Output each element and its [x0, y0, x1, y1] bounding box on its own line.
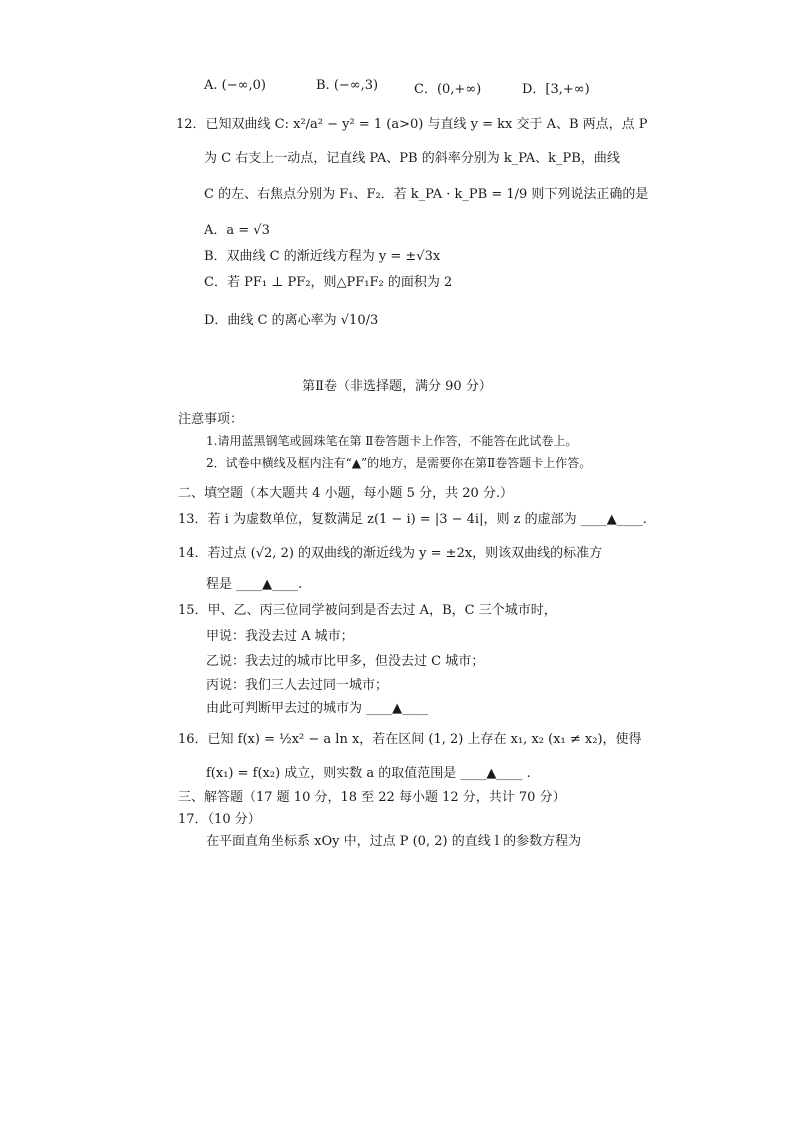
q15-line-2: 甲说：我没去过 A 城市； — [206, 629, 354, 644]
note-item-2: 2．试卷中横线及框内注有“▲”的地方，是需要你在第Ⅱ卷答题卡上作答。 — [206, 456, 592, 470]
q14-line-2: 程是 ____▲____. — [206, 577, 303, 592]
q12-option-c: C．若 PF₁ ⊥ PF₂，则△PF₁F₂ 的面积为 2 — [204, 275, 453, 290]
q12-line-1: 12．已知双曲线 C: x²/a² − y² = 1 (a>0) 与直线 y = kx 交于 A、B 两点，点 P — [176, 117, 648, 132]
q12-option-b: B．双曲线 C 的渐近线方程为 y = ±√3x — [204, 249, 441, 264]
q15-line-5: 由此可判断甲去过的城市为 ____▲____ — [206, 701, 429, 716]
section3-heading: 三、解答题（17 题 10 分，18 至 22 每小题 12 分，共计 70 分） — [178, 790, 566, 805]
q14-line-1: 14．若过点 (√2, 2) 的双曲线的渐近线为 y = ±2x，则该双曲线的标准方 — [178, 546, 603, 561]
note-item-1: 1.请用蓝黑钢笔或圆珠笔在第 Ⅱ卷答题卡上作答，不能答在此试卷上。 — [206, 434, 578, 448]
q12-option-a: A．a = √3 — [204, 223, 270, 238]
q12-line-3: C 的左、右焦点分别为 F₁、F₂．若 k_PA · k_PB = 1/9 则下列说法正确的是 — [204, 187, 649, 202]
q13: 13．若 i 为虚数单位，复数满足 z(1 − i) = |3 − 4i|，则 z 的虚部为 ____▲____. — [178, 512, 647, 527]
q12-option-d: D．曲线 C 的离心率为 √10/3 — [204, 313, 379, 328]
q11-option-c: C．(0,+∞) — [414, 82, 482, 97]
q15-line-1: 15．甲、乙、丙三位同学被问到是否去过 A，B，C 三个城市时， — [178, 603, 557, 618]
q12-line-2: 为 C 右支上一动点，记直线 PA、PB 的斜率分别为 k_PA、k_PB，曲线 — [204, 151, 620, 166]
q15-line-3: 乙说：我去过的城市比甲多，但没去过 C 城市； — [206, 654, 485, 669]
q15-line-4: 丙说：我们三人去过同一城市； — [206, 678, 389, 693]
q11-option-d: D．[3,+∞) — [522, 82, 590, 97]
q11-option-b: B. (−∞,3) — [316, 78, 379, 93]
notes-heading: 注意事项： — [178, 412, 244, 427]
q16-line-2: f(x₁) = f(x₂) 成立，则实数 a 的取值范围是 ____▲____ . — [206, 766, 531, 781]
part2-title: 第Ⅱ卷（非选择题，满分 90 分） — [302, 379, 492, 394]
q17-line-2: 在平面直角坐标系 xOy 中，过点 P (0, 2) 的直线 l 的参数方程为 — [206, 834, 582, 849]
section2-heading: 二、填空题（本大题共 4 小题，每小题 5 分，共 20 分.） — [178, 486, 514, 501]
q17-line-1: 17．（10 分） — [178, 812, 261, 827]
q16-line-1: 16．已知 f(x) = ½x² − a ln x，若在区间 (1, 2) 上存在 x₁, x₂ (x₁ ≠ x₂)，使得 — [178, 732, 642, 747]
q11-option-a: A. (−∞,0) — [204, 78, 266, 93]
